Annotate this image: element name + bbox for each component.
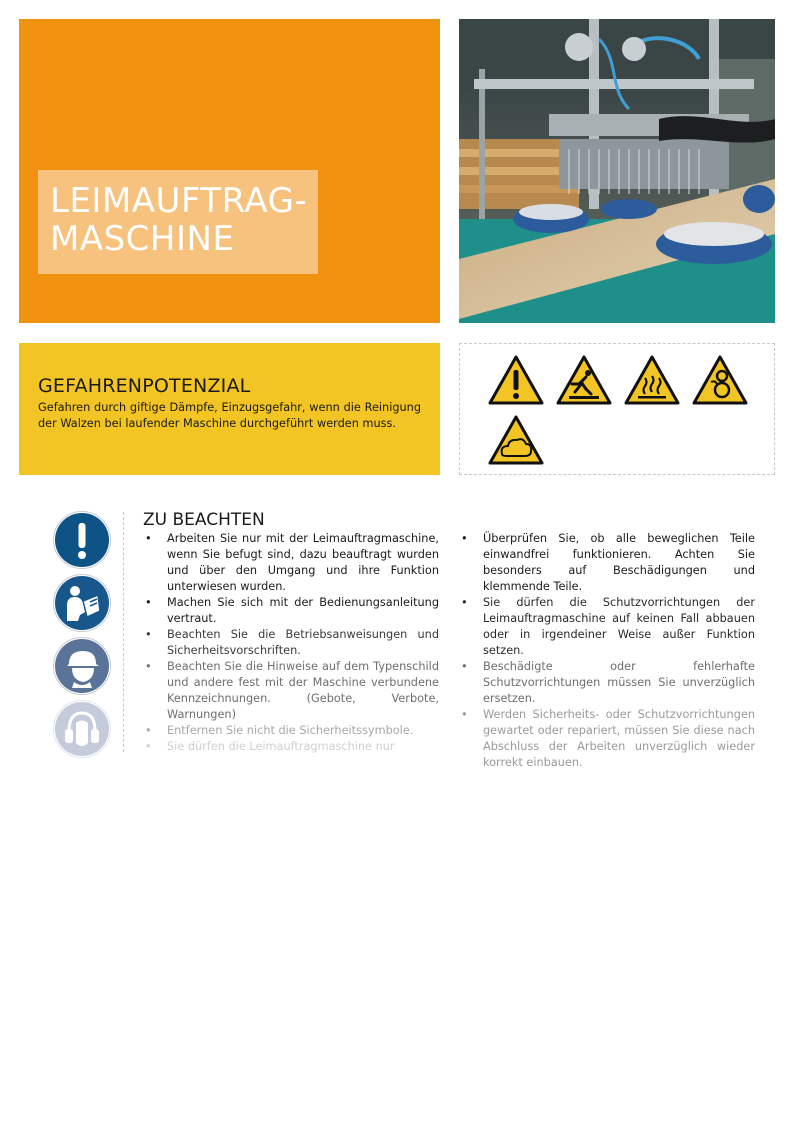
toxic-vapour-icon [487, 414, 545, 466]
read-manual-icon [53, 574, 111, 632]
entanglement-rollers-icon [691, 354, 749, 406]
title-panel [19, 19, 440, 323]
warning-signs-panel [459, 343, 775, 475]
list-item: • Beschädigte oder fehlerhafte Schutzvorrichtungen müssen Sie unverzüglich ersetzen. [459, 659, 755, 707]
trip-hazard-icon [555, 354, 613, 406]
list-item: • Überprüfen Sie, ob alle beweglichen Teile einwandfrei funktionieren. Achten Sie besonders auf Beschädigungen und klemmende Teile. [459, 531, 755, 595]
hazard-panel [19, 343, 440, 475]
page-title-line-2: MASCHINE [50, 219, 235, 259]
hazard-title: GEFAHRENPOTENZIAL [38, 375, 251, 397]
machine-photo [459, 19, 775, 323]
hazard-description: Gefahren durch giftige Dämpfe, Einzugsgefahr, wenn die Reinigung der Walzen bei laufender Maschine durchgeführt werden muss. [38, 401, 421, 430]
list-item: • Werden Sicherheits- oder Schutzvorrichtungen gewartet oder repariert, müssen Sie diese nach Abschluss der Arbeiten unverzüglich wieder korrekt einbauen. [459, 707, 755, 771]
list-item: • Beachten Sie die Betriebsanweisungen und Sicherheitsvorschriften. [143, 627, 439, 659]
notes-divider [123, 512, 124, 752]
list-item: • Arbeiten Sie nur mit der Leimauftragmaschine, wenn Sie befugt sind, dazu beauftragt wurden und über den Umgang und ihre Funktion unterwiesen wurden. [143, 531, 439, 595]
list-item: • Beachten Sie die Hinweise auf dem Typenschild und andere fest mit der Maschine verbundene Kennzeichnungen. (Gebote, Verbote, Warnungen) [143, 659, 439, 723]
hot-surface-icon [623, 354, 681, 406]
list-item: • Machen Sie sich mit der Bedienungsanleitung vertraut. [143, 595, 439, 627]
notes-left-column [143, 531, 439, 755]
page-title [38, 170, 318, 274]
list-item: • Sie dürfen die Leimauftragmaschine nur [143, 739, 439, 755]
notes-right-column [459, 531, 755, 771]
general-mandatory-icon [53, 511, 111, 569]
notes-title: ZU BEACHTEN [143, 510, 265, 530]
list-item: • Entfernen Sie nicht die Sicherheitssymbole. [143, 723, 439, 739]
wear-helmet-icon [53, 637, 111, 695]
wear-hearing-protection-icon [53, 700, 111, 758]
general-warning-icon [487, 354, 545, 406]
page-title-line-1: LEIMAUFTRAG- [50, 181, 308, 221]
list-item: • Sie dürfen die Schutzvorrichtungen der Leimauftragmaschine auf keinen Fall abbauen oder in irgendeiner Weise außer Funktion setzen. [459, 595, 755, 659]
